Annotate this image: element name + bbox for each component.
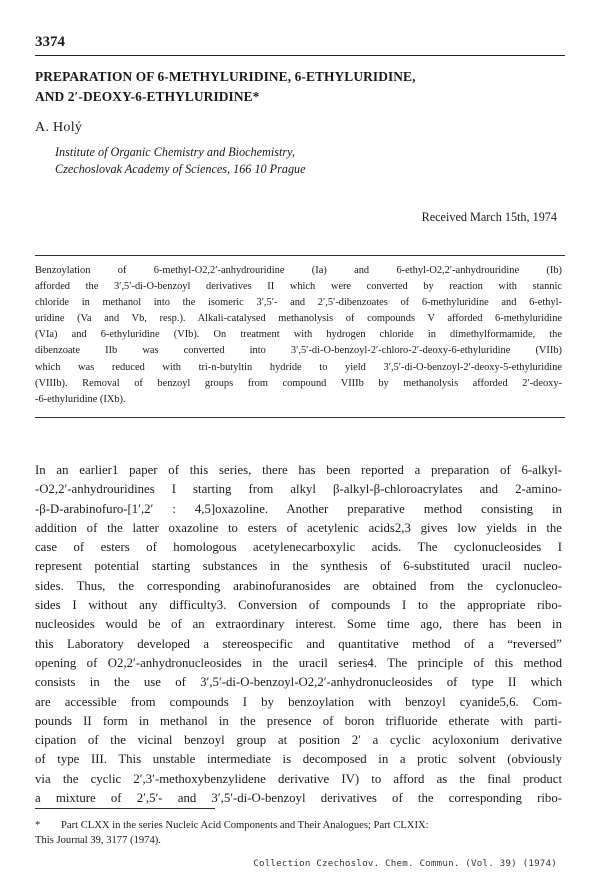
body-line: this Laboratory developed a stereospecific and quantitative method of a “reversed”	[35, 636, 562, 651]
footnote-line-2: This Journal 39, 3177 (1974).	[35, 835, 161, 846]
abstract-top-rule	[35, 255, 565, 256]
body-line: addition of the latter oxazoline to esters of acetylenic acids2,3 gives low yields in the	[35, 520, 562, 535]
affiliation-line-1: Institute of Organic Chemistry and Biochemistry,	[55, 145, 295, 159]
body-line: cipation of the vicinal benzoyl group at position 2′ a cyclic acyloxonium derivative	[35, 733, 562, 748]
abstract-line: dibenzoate IIb was converted into 3′,5′-di-O-benzoyl-2′-chloro-2′-deoxy-6-ethyluridine (VIIb)	[35, 345, 562, 357]
body-line: of type III. This unstable intermediate is decomposed in a protic solvent (obviously	[35, 752, 562, 767]
page-number: 3374	[35, 34, 65, 50]
footnote-text: Part CLXX in the series Nucleic Acid Components and Their Analogues; Part CLXIX:	[61, 820, 429, 831]
abstract-line: chloride in methanol into the isomeric 3′,5′- and 2′,5′-dibenzoates of 6-methyluridine and 6-ethyl-	[35, 297, 562, 309]
abstract-bottom-rule	[35, 417, 565, 418]
journal-footer: Collection Czechoslov. Chem. Commun. (Vol. 39) (1974)	[253, 858, 557, 869]
body-line: -β-D-arabinofuro-[1′,2′ : 4,5]oxazoline. Another preparative method consisting in	[35, 501, 562, 516]
body-line: are accessible from compounds I by benzoylation with benzoyl cyanide5,6. Com-	[35, 694, 562, 709]
body-text	[35, 461, 562, 808]
body-line: In an earlier1 paper of this series, there has been reported a preparation of 6-alkyl-	[35, 463, 562, 477]
affiliation-line-2: Czechoslovak Academy of Sciences, 166 10 Prague	[55, 162, 306, 176]
abstract-line: uridine (Va and Vb, resp.). Alkali-catalysed methanolysis of compounds V afforded 6-methyluridine	[35, 313, 562, 325]
body-line: consists in the use of 3′,5′-di-O-benzoyl-O2,2′-anhydronucleosides of type II which	[35, 675, 562, 690]
body-line: -O2,2′-anhydrouridines I starting from alkyl β-alkyl-β-chloroacrylates and 2-amino-	[35, 482, 562, 497]
abstract-line: Benzoylation of 6-methyl-O2,2′-anhydrouridine (Ia) and 6-ethyl-O2,2′-anhydrouridine (Ib)	[35, 265, 562, 276]
received-date: Received March 15th, 1974	[421, 210, 557, 224]
body-line: sides I without any difficulty3. Conversion of compounds I to the appropriate ribo-	[35, 598, 562, 613]
header-rule	[35, 55, 565, 56]
footnote-mark: *	[35, 820, 41, 831]
footnote	[35, 818, 562, 848]
abstract-line: afforded the 3′,5′-di-O-benzoyl derivatives II which were converted by reaction with stannic	[35, 281, 562, 293]
body-line: sides. Thus, the corresponding arabinofuranosides are obtained from the cyclonucleo-	[35, 578, 562, 593]
body-line: via the cyclic 2′,3′-methoxybenzylidene derivative IV) to afford as the final product	[35, 771, 562, 786]
body-line: nucleosides would be of an extraordinary interest. Some time ago, there has been in	[35, 617, 562, 632]
author: A. Holý	[35, 120, 83, 135]
body-line: case of esters of homologous acetylenecarboxylic acids. The cyclonucleosides I	[35, 540, 562, 555]
title-line-2: AND 2′-DEOXY-6-ETHYLURIDINE*	[35, 89, 260, 104]
article-title	[35, 67, 565, 107]
abstract-line: (VIIIb). Removal of benzoyl groups from compound VIIIb by methanolysis afforded 2′-deoxy-	[35, 377, 562, 389]
title-line-1: PREPARATION OF 6-METHYLURIDINE, 6-ETHYLURIDINE,	[35, 69, 416, 84]
body-line: a mixture of 2′,5′- and 3′,5′-di-O-benzoyl derivatives of the corresponding ribo-	[35, 791, 562, 806]
body-line: represent potential starting substances in the synthesis of 6-substituted uracil nucleo-	[35, 559, 562, 574]
footnote-rule	[35, 808, 215, 809]
abstract-line: -6-ethyluridine (IXb).	[35, 393, 126, 405]
abstract-line: which was reduced with tri-n-butyltin hydride to yield 3′,5′-di-O-benzoyl-2′-deoxy-5-ethyluridine	[35, 361, 562, 373]
footnote-line-1	[35, 818, 562, 833]
affiliation	[55, 144, 306, 178]
body-line: opening of O2,2′-anhydronucleosides in the uracil series4. The principle of this method	[35, 655, 562, 670]
body-line: pounds II form in methanol in the presence of boron trifluoride etherate with parti-	[35, 713, 562, 728]
abstract-line: (VIa) and 6-ethyluridine (VIb). On treatment with hydrogen chloride in dimethylformamide, the	[35, 329, 562, 341]
abstract	[35, 263, 562, 408]
